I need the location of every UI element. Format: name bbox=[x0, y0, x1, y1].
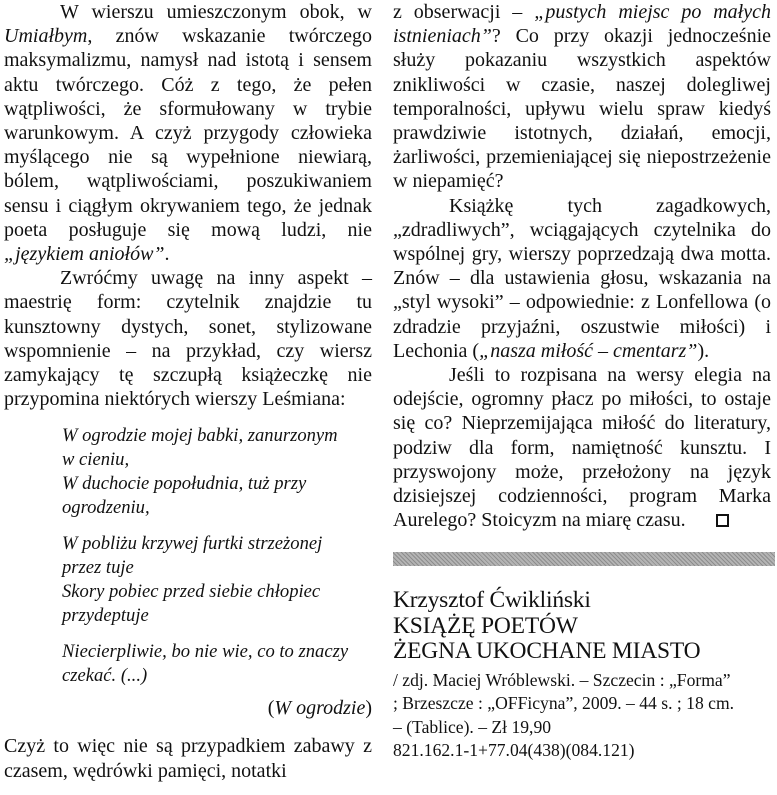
paragraph-6-text: Jeśli to rozpisana na wersy elegia na odejście, ogromny płacz po miłości, to ostaje się co? Nieprzemijająca miłość do literatury, podziw dla form, namiętność kunsztu. I przyswojony może, przełożony na język dzisiejszej codzienności, program Marka Aurelego? Stoicyzm na miarę czasu. bbox=[393, 364, 771, 532]
poem-line: W pobliżu krzywej furtki strzeżonej bbox=[62, 533, 323, 555]
end-of-article-icon bbox=[716, 514, 729, 527]
poem-line: Skory pobiec przed siebie chłopiec bbox=[62, 581, 321, 603]
italic-phrase: Umiałbym bbox=[4, 25, 88, 48]
poem-line: Niecierpliwie, bo nie wie, co to znaczy bbox=[62, 641, 349, 663]
poem-source: (W ogrodzie) bbox=[267, 697, 372, 720]
paragraph-5: Książkę tych zagadkowych, „zdradliwych”, wciągających czytelnika do wspólnej gry, wierszy poprzedzają dwa motta. Znów – dla ustawienia głosu, wskazania na „styl wysoki” – odpowiednie: z Lonfellowa (o zdradzie przyjaźni, oszustwie miłości) i Lechonia („nasza miłość – cmentarz”). bbox=[393, 194, 771, 362]
book-record bbox=[393, 588, 771, 763]
poem-line: przez tuje bbox=[62, 557, 134, 579]
book-title-line-2: ŻEGNA UKOCHANE MIASTO bbox=[393, 638, 701, 665]
left-column bbox=[4, 0, 372, 783]
stanza-break bbox=[62, 520, 372, 532]
poem-line: przydeptuje bbox=[62, 605, 149, 627]
italic-phrase: W ogrodzie bbox=[274, 697, 366, 720]
italic-phrase: „nasza miłość – cmentarz” bbox=[479, 339, 698, 362]
book-details-line-3: – (Tablice). – Zł 19,90 bbox=[393, 716, 552, 737]
poem-quote bbox=[62, 424, 372, 688]
paragraph-3: Czyż to więc nie są przypadkiem zabawy z czasem, wędrówki pamięci, notatki bbox=[4, 735, 372, 782]
book-title-line-1: KSIĄŻĘ POETÓW bbox=[393, 612, 578, 639]
poem-line: czekać. (...) bbox=[62, 665, 148, 687]
poem-line: W ogrodzie mojej babki, zanurzonym bbox=[62, 425, 338, 447]
poem-line: ogrodzeniu, bbox=[62, 497, 150, 519]
paragraph-1: W wierszu umieszczonym obok, w Umiałbym, znów wskazanie twórczego maksymalizmu, namysł nad istotą i sensem aktu twórczego. Cóż z tego, że pełen wątpliwości, że sformułowany w trybie warunkowym. A czyż przygody człowieka myślącego nie są wypełnione niewiarą, bólem, wątpliwościami, poszukiwaniem sensu i ciągłym okrywaniem tego, że jednak poeta posługuje się mową ludzi, nie „językiem aniołów”. bbox=[4, 1, 372, 266]
paragraph-6 bbox=[393, 363, 771, 532]
poem-line: w cieniu, bbox=[62, 449, 130, 471]
italic-phrase: „językiem aniołów” bbox=[4, 243, 165, 266]
paragraph-2: Zwróćmy uwagę na inny aspekt – maestrię form: czytelnik znajdzie tu kunsztowny dystych, sonet, stylizowane wspomnienie – na przykład, czy wiersz zamykający tę szczupłą książeczkę nie przypomina niektórych wierszy Leśmiana: bbox=[4, 267, 372, 411]
stanza-break bbox=[62, 628, 372, 640]
book-details bbox=[393, 669, 771, 763]
book-author: Krzysztof Ćwikliński bbox=[393, 587, 591, 614]
italic-phrase: „pustych miejsc po małych istnieniach” bbox=[393, 1, 771, 48]
right-column bbox=[393, 0, 771, 763]
book-details-line-2: ; Brzeszcze : „OFFicyna”, 2009. – 44 s. ; 18 cm. bbox=[393, 693, 735, 714]
paragraph-4: z obserwacji – „pustych miejsc po małych istnieniach”? Co przy okazji jednocześnie służy pokazaniu wszystkich aspektów znikliwości w czasie, naszej dolegliwej temporalności, upływu wielu spraw kiedyś prawdziwie istotnych, działań, emocji, żarliwości, przemieniającej się niepostrzeżenie w niepamięć? bbox=[393, 1, 771, 193]
book-details-line-4: 821.162.1-1+77.04(438)(084.121) bbox=[393, 740, 635, 761]
poem-line: W duchocie popołudnia, tuż przy bbox=[62, 473, 307, 495]
section-divider bbox=[393, 552, 775, 566]
book-details-line-1: / zdj. Maciej Wróblewski. – Szczecin : „Forma” bbox=[393, 669, 731, 690]
